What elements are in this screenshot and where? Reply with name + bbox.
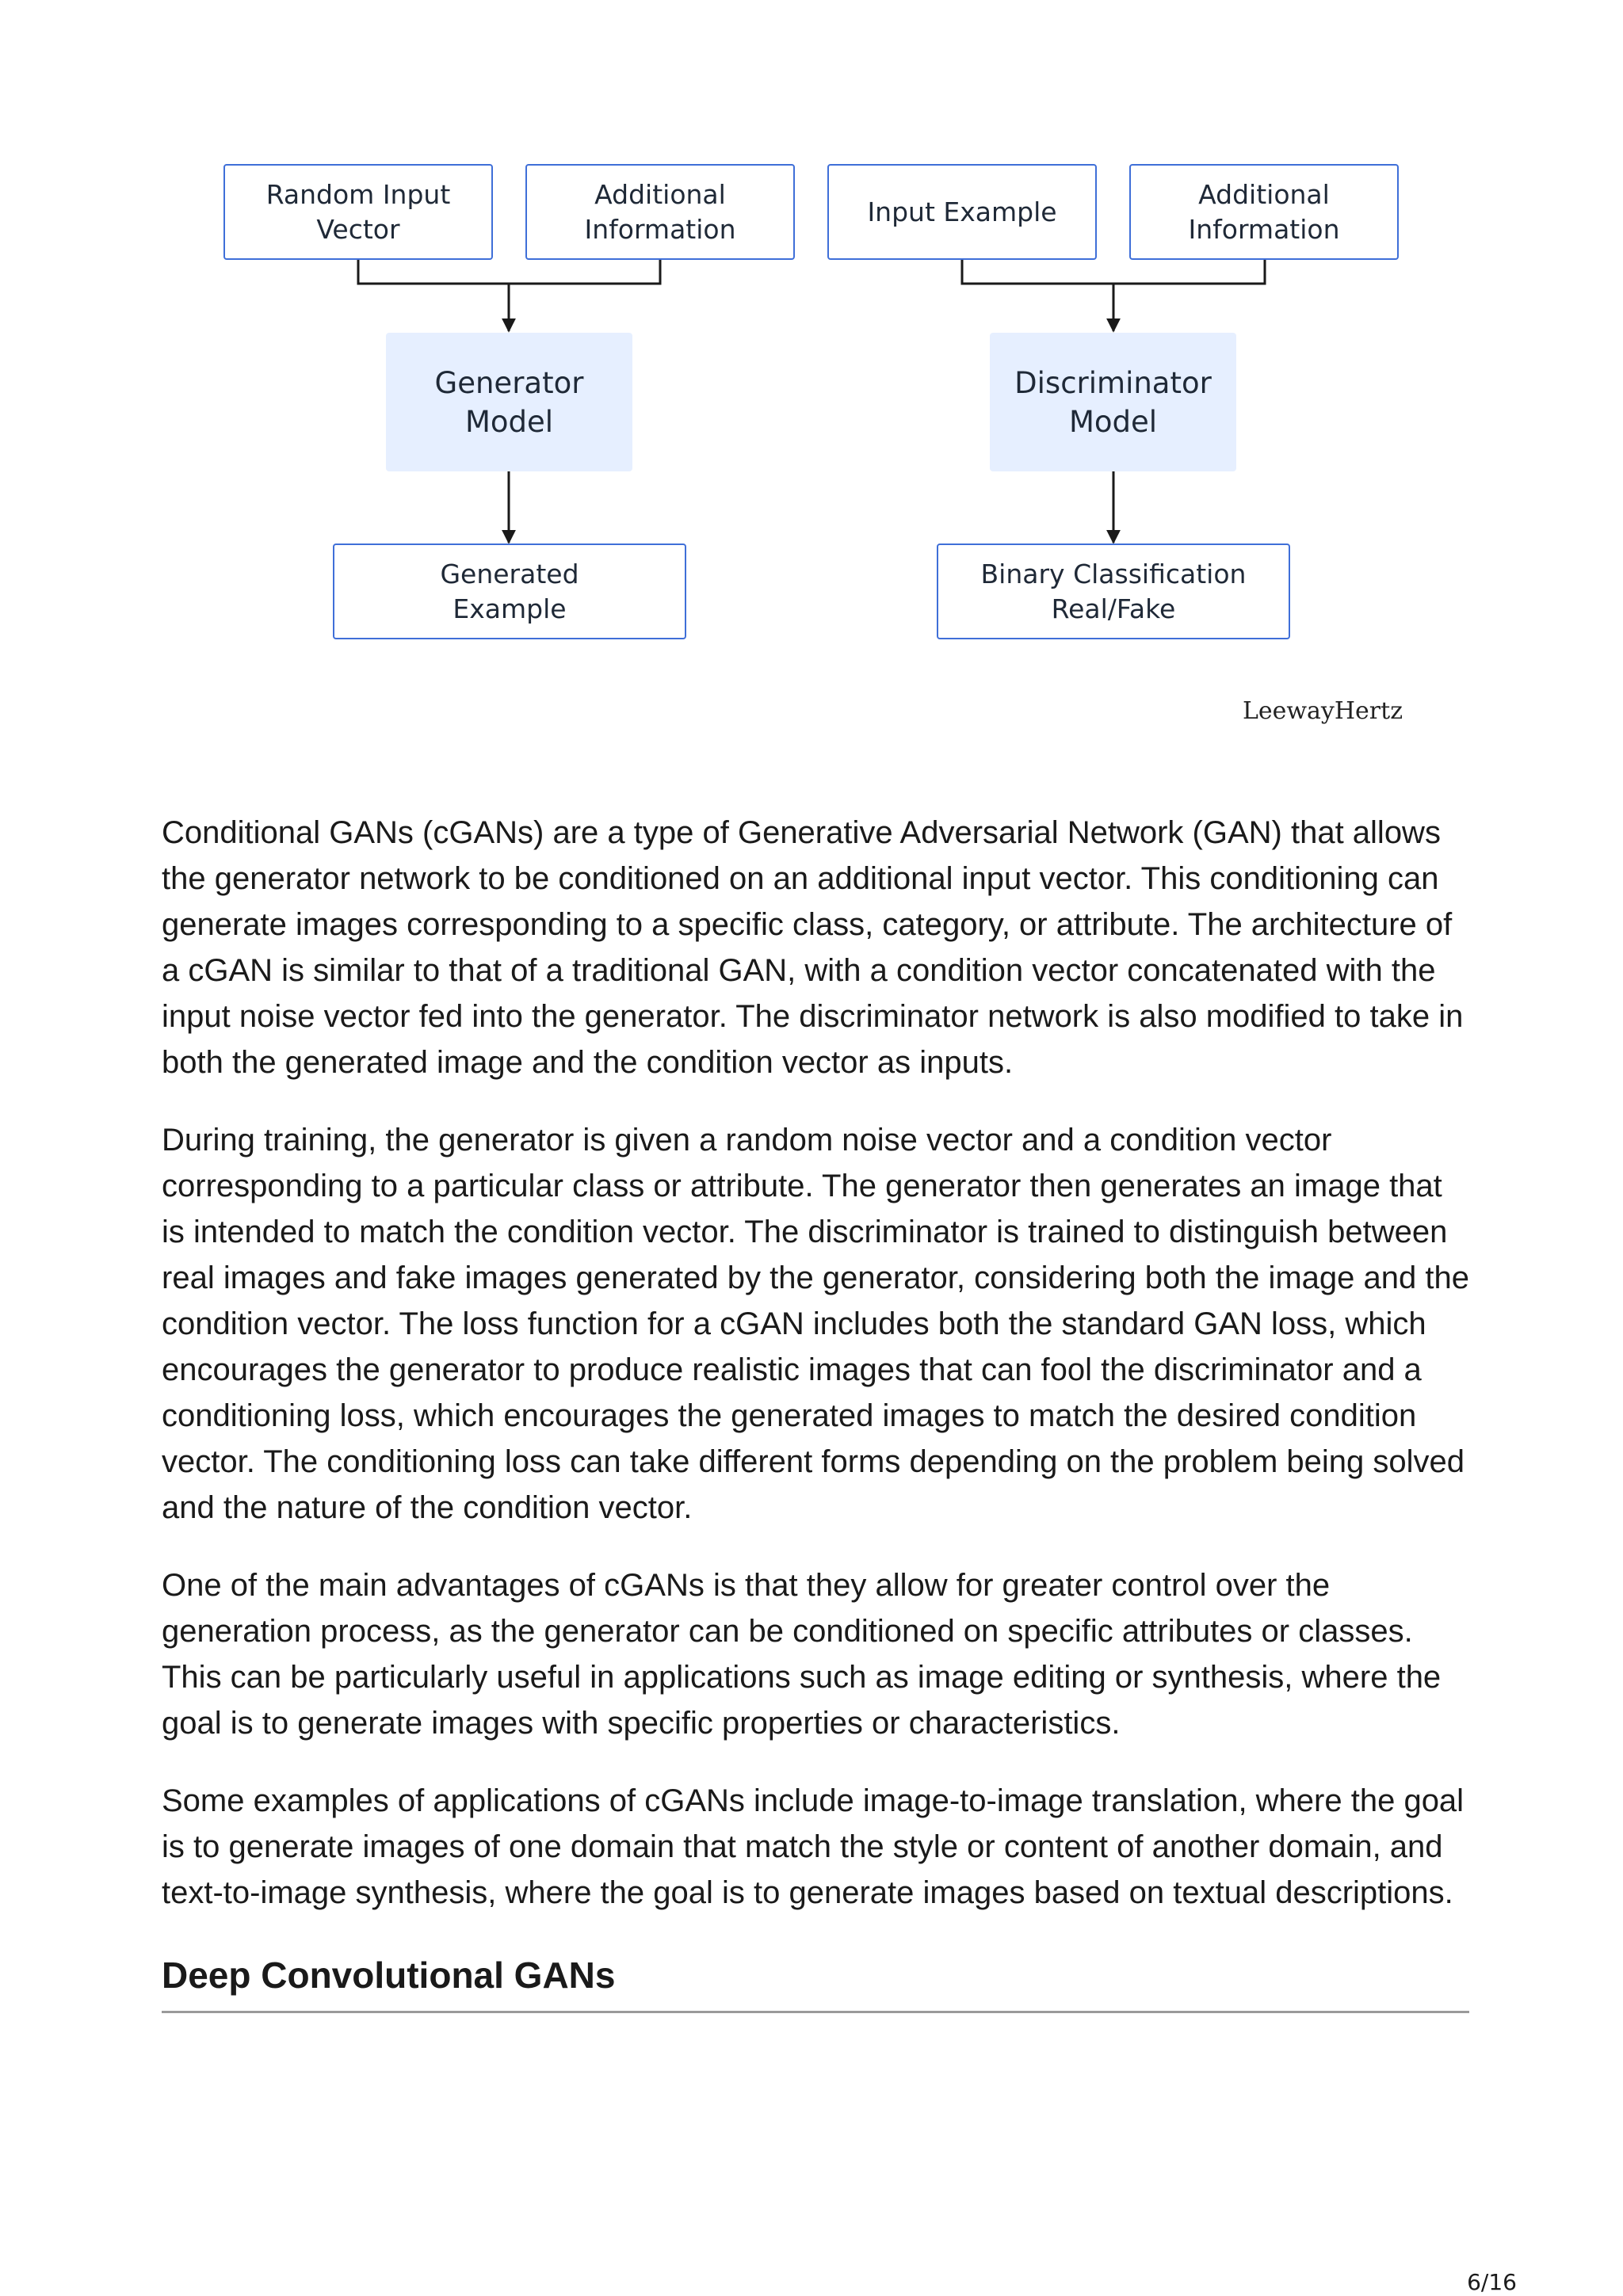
cgan-architecture-diagram xyxy=(0,0,1623,753)
binary-classification-box xyxy=(937,543,1290,639)
paragraph-cgan-intro: Conditional GANs (cGANs) are a type of Generative Adversarial Network (GAN) that allows the generator network to be conditioned on an additional input vector. This conditioning can generate images corresponding to a specific class, category, or attribute. The architecture of a cGAN is similar to that of a traditional GAN, with a condition vector concatenated with the input noise vector fed into the generator. The discriminator network is also modified to take in both the generated image and the condition vector as inputs. xyxy=(162,815,1464,1080)
discriminator-additional-information-label: Additional Information xyxy=(1188,178,1340,245)
diagram-connectors xyxy=(0,0,1623,753)
generator-additional-information-box xyxy=(525,164,795,260)
paragraph-cgan-applications: Some examples of applications of cGANs include image-to-image translation, where the goal is to generate images of one domain that match the style or content of another domain, and text-to-image synthesis, where the goal is to generate images based on textual descriptions. xyxy=(162,1783,1465,1910)
binary-classification-label: Binary Classification Real/Fake xyxy=(980,558,1247,624)
generator-model-box xyxy=(386,333,632,471)
article-body xyxy=(162,810,1469,2013)
discriminator-model-label: Discriminator Model xyxy=(1014,365,1212,439)
generator-model-label: Generator Model xyxy=(434,365,584,439)
discriminator-model-box xyxy=(990,333,1236,471)
page-number: 6/16 xyxy=(1467,2269,1517,2295)
generator-additional-information-label: Additional Information xyxy=(584,178,736,245)
generated-example-box xyxy=(333,543,686,639)
generated-example-label: Generated Example xyxy=(440,558,579,624)
input-example-label: Input Example xyxy=(867,196,1057,227)
input-example-box xyxy=(827,164,1097,260)
paragraph-cgan-advantages: One of the main advantages of cGANs is that they allow for greater control over the generation process, as the generator can be conditioned on specific attributes or classes. This can be particularly useful in applications such as image editing or synthesis, where the goal is to generate images with specific properties or characteristics. xyxy=(162,1568,1442,1741)
random-input-vector-label: Random Input Vector xyxy=(265,178,451,245)
discriminator-additional-information-box xyxy=(1129,164,1399,260)
random-input-vector-box xyxy=(223,164,493,260)
section-heading-dcgan: Deep Convolutional GANs xyxy=(162,1949,1469,2013)
leewayhertz-watermark: LeewayHertz xyxy=(1242,697,1403,725)
paragraph-cgan-training: During training, the generator is given a random noise vector and a condition vector corresponding to a particular class or attribute. The generator then generates an image that is intended to match the condition vector. The discriminator is trained to distinguish between real images and fake images generated by the generator, considering both the image and the condition vector. The loss function for a cGAN includes both the standard GAN loss, which encourages the generator to produce realistic images that can fool the discriminator and a conditioning loss, which encourages the generated images to match the desired condition vector. The conditioning loss can take different forms depending on the problem being solved and the nature of the condition vector. xyxy=(162,1123,1469,1525)
